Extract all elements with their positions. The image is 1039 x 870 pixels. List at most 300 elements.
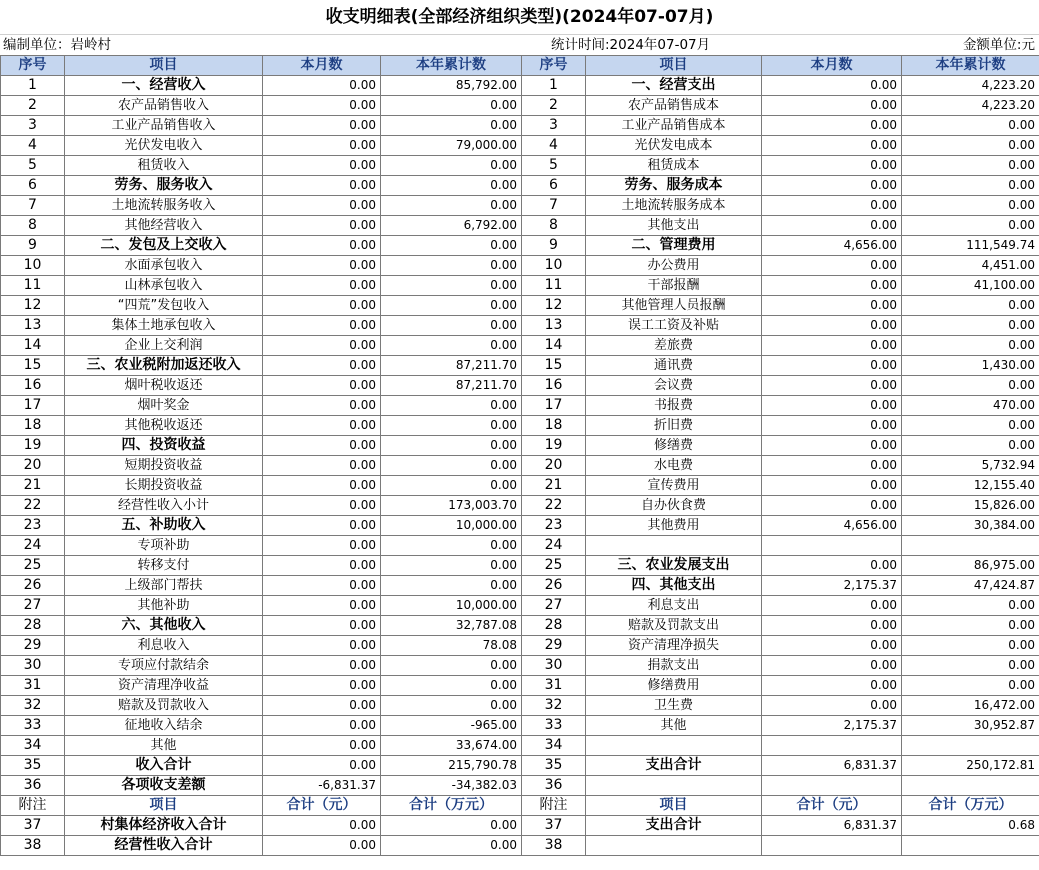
month-cell: 0.00 [762,656,902,676]
table-row [1,216,1039,236]
table-row [1,476,1039,496]
ytd-cell: 0.00 [902,376,1039,396]
ytd-cell: 0.00 [381,556,522,576]
month-cell: 0.00 [762,456,902,476]
month-cell: 0.00 [762,556,902,576]
table-row [1,736,1039,756]
notes-header-cell: 合计（万元） [902,796,1039,816]
month-cell: 0.00 [263,736,381,756]
item-cell [586,836,762,856]
ytd-cell: 12,155.40 [902,476,1039,496]
item-cell: 误工工资及补贴 [586,316,762,336]
table-row [1,656,1039,676]
item-cell: 其他管理人员报酬 [586,296,762,316]
seq-cell: 32 [522,696,586,716]
month-cell [762,736,902,756]
seq-cell: 5 [522,156,586,176]
month-cell: 0.00 [263,96,381,116]
month-cell: 0.00 [263,756,381,776]
table-row [1,576,1039,596]
header-month-left: 本月数 [263,56,381,76]
ytd-cell [902,736,1039,756]
ytd-cell [902,836,1039,856]
header-month-right: 本月数 [762,56,902,76]
month-cell: 0.00 [263,236,381,256]
item-cell: 劳务、服务成本 [586,176,762,196]
table-row [1,236,1039,256]
table-row [1,156,1039,176]
month-cell: 0.00 [762,116,902,136]
seq-cell: 4 [1,136,65,156]
ytd-cell: 0.00 [902,616,1039,636]
table-header-row [1,56,1039,76]
month-cell: 0.00 [762,76,902,96]
month-cell: 0.00 [762,96,902,116]
ytd-cell: 0.00 [381,836,522,856]
seq-cell: 19 [522,436,586,456]
item-cell: 租赁成本 [586,156,762,176]
item-cell: 经营性收入合计 [65,836,263,856]
month-cell: 0.00 [762,196,902,216]
table-row [1,516,1039,536]
item-cell: 利息收入 [65,636,263,656]
ytd-cell: 30,952.87 [902,716,1039,736]
seq-cell: 10 [1,256,65,276]
seq-cell: 22 [522,496,586,516]
header-ytd-right: 本年累计数 [902,56,1039,76]
seq-cell: 30 [1,656,65,676]
header-item-left: 项目 [65,56,263,76]
item-cell: 企业上交利润 [65,336,263,356]
table-row [1,256,1039,276]
seq-cell: 1 [1,76,65,96]
month-cell: 0.00 [263,216,381,236]
item-cell: 光伏发电收入 [65,136,263,156]
item-cell: 自办伙食费 [586,496,762,516]
seq-cell: 23 [1,516,65,536]
summary-body [1,816,1039,856]
table-row [1,756,1039,776]
seq-cell: 12 [1,296,65,316]
seq-cell: 14 [1,336,65,356]
table-row [1,716,1039,736]
ytd-cell: 4,223.20 [902,76,1039,96]
item-cell: 集体土地承包收入 [65,316,263,336]
month-cell: 0.00 [263,196,381,216]
header-item-right: 项目 [586,56,762,76]
ytd-cell: 0.00 [902,656,1039,676]
item-cell: 光伏发电成本 [586,136,762,156]
seq-cell: 25 [522,556,586,576]
item-cell: 收入合计 [65,756,263,776]
seq-cell: 31 [522,676,586,696]
ytd-cell: 215,790.78 [381,756,522,776]
month-cell: 0.00 [263,396,381,416]
item-cell: 赔款及罚款支出 [586,616,762,636]
seq-cell: 37 [522,816,586,836]
seq-cell: 21 [522,476,586,496]
seq-cell: 6 [1,176,65,196]
ytd-cell: 15,826.00 [902,496,1039,516]
currency-unit: 金额单位:元 [962,37,1035,53]
item-cell: 三、农业发展支出 [586,556,762,576]
header-seq-left: 序号 [1,56,65,76]
table-row [1,416,1039,436]
item-cell: “四荒”发包收入 [65,296,263,316]
month-cell: 0.00 [762,676,902,696]
ytd-cell: 1,430.00 [902,356,1039,376]
seq-cell: 9 [1,236,65,256]
ytd-cell: -965.00 [381,716,522,736]
ytd-cell: 10,000.00 [381,596,522,616]
ytd-cell: 0.00 [902,216,1039,236]
seq-cell: 38 [1,836,65,856]
seq-cell: 20 [1,456,65,476]
item-cell: 干部报酬 [586,276,762,296]
ytd-cell: 0.00 [902,336,1039,356]
seq-cell: 17 [522,396,586,416]
seq-cell: 15 [1,356,65,376]
item-cell: 其他 [65,736,263,756]
ytd-cell: 0.00 [381,816,522,836]
seq-cell: 7 [522,196,586,216]
month-cell: 0.00 [762,636,902,656]
item-cell: 水电费 [586,456,762,476]
seq-cell: 13 [1,316,65,336]
month-cell: 0.00 [263,696,381,716]
ytd-cell: 33,674.00 [381,736,522,756]
item-cell: 一、经营支出 [586,76,762,96]
item-cell: 赔款及罚款收入 [65,696,263,716]
month-cell: 0.00 [263,556,381,576]
month-cell: 0.00 [263,376,381,396]
seq-cell: 29 [522,636,586,656]
seq-cell: 7 [1,196,65,216]
ytd-cell: 16,472.00 [902,696,1039,716]
month-cell: 0.00 [762,276,902,296]
seq-cell: 12 [522,296,586,316]
table-row [1,616,1039,636]
ytd-cell: 0.00 [902,676,1039,696]
header-ytd-left: 本年累计数 [381,56,522,76]
seq-cell: 24 [522,536,586,556]
item-cell [586,536,762,556]
item-cell: 六、其他收入 [65,616,263,636]
month-cell: 0.00 [263,276,381,296]
notes-header-cell: 附注 [522,796,586,816]
month-cell: 0.00 [762,696,902,716]
ytd-cell: 0.00 [381,196,522,216]
compiling-unit: 编制单位：岩岭村 [3,37,111,53]
ytd-cell: 85,792.00 [381,76,522,96]
ytd-cell: 0.00 [381,276,522,296]
seq-cell: 14 [522,336,586,356]
ytd-cell: 0.00 [902,436,1039,456]
seq-cell: 24 [1,536,65,556]
ytd-cell: 0.00 [902,596,1039,616]
seq-cell: 20 [522,456,586,476]
month-cell: 0.00 [762,496,902,516]
item-cell: 土地流转服务收入 [65,196,263,216]
item-cell: 通讯费 [586,356,762,376]
ytd-cell: 86,975.00 [902,556,1039,576]
item-cell: 烟叶税收返还 [65,376,263,396]
seq-cell: 31 [1,676,65,696]
ytd-cell: 0.00 [902,156,1039,176]
seq-cell: 21 [1,476,65,496]
item-cell: 征地收入结余 [65,716,263,736]
ytd-cell: 4,451.00 [902,256,1039,276]
table-row [1,336,1039,356]
ytd-cell: 6,792.00 [381,216,522,236]
seq-cell: 35 [1,756,65,776]
seq-cell: 27 [522,596,586,616]
ytd-cell: 5,732.94 [902,456,1039,476]
ytd-cell: 0.00 [381,116,522,136]
item-cell: 其他 [586,716,762,736]
notes-header-row [1,796,1039,816]
item-cell: 修缮费 [586,436,762,456]
ytd-cell: 0.00 [902,416,1039,436]
ytd-cell: 79,000.00 [381,136,522,156]
item-cell: 农产品销售收入 [65,96,263,116]
seq-cell: 38 [522,836,586,856]
table-row [1,596,1039,616]
month-cell: 0.00 [762,356,902,376]
seq-cell: 22 [1,496,65,516]
ytd-cell: 0.00 [381,316,522,336]
item-cell: 劳务、服务收入 [65,176,263,196]
item-cell: 长期投资收益 [65,476,263,496]
ytd-cell: 0.00 [381,476,522,496]
ytd-cell: 0.00 [902,196,1039,216]
item-cell: 农产品销售成本 [586,96,762,116]
month-cell: 0.00 [263,656,381,676]
ytd-cell: 0.00 [381,156,522,176]
ytd-cell: 10,000.00 [381,516,522,536]
seq-cell: 27 [1,596,65,616]
seq-cell: 17 [1,396,65,416]
month-cell: 2,175.37 [762,716,902,736]
month-cell: 0.00 [263,676,381,696]
ytd-cell: 30,384.00 [902,516,1039,536]
ytd-cell: 0.00 [381,176,522,196]
month-cell: 0.00 [762,616,902,636]
item-cell: 其他费用 [586,516,762,536]
ytd-cell: 0.00 [381,696,522,716]
month-cell: 0.00 [263,76,381,96]
month-cell: 2,175.37 [762,576,902,596]
month-cell: 0.00 [762,176,902,196]
notes-header-cell: 合计（万元） [381,796,522,816]
seq-cell: 2 [1,96,65,116]
table-row [1,176,1039,196]
seq-cell: 11 [522,276,586,296]
item-cell [586,776,762,796]
ytd-cell: 0.00 [381,396,522,416]
table-row [1,76,1039,96]
ytd-cell: 0.00 [381,296,522,316]
item-cell: 支出合计 [586,816,762,836]
seq-cell: 34 [1,736,65,756]
seq-cell: 19 [1,436,65,456]
ytd-cell: 0.00 [381,336,522,356]
seq-cell: 32 [1,696,65,716]
table-row [1,436,1039,456]
seq-cell: 33 [1,716,65,736]
item-cell: 专项应付款结余 [65,656,263,676]
month-cell: 0.00 [263,536,381,556]
item-cell: 差旅费 [586,336,762,356]
ytd-cell: -34,382.03 [381,776,522,796]
ytd-cell: 0.00 [381,256,522,276]
item-cell: 其他补助 [65,596,263,616]
ytd-cell: 0.00 [902,296,1039,316]
month-cell: 0.00 [762,136,902,156]
ytd-cell: 0.00 [381,416,522,436]
item-cell: 修缮费用 [586,676,762,696]
seq-cell: 29 [1,636,65,656]
item-cell: 三、农业税附加返还收入 [65,356,263,376]
notes-header-cell: 项目 [586,796,762,816]
seq-cell: 36 [1,776,65,796]
ytd-cell: 41,100.00 [902,276,1039,296]
month-cell [762,776,902,796]
seq-cell: 16 [1,376,65,396]
seq-cell: 30 [522,656,586,676]
item-cell: 支出合计 [586,756,762,776]
month-cell: 0.00 [263,616,381,636]
month-cell: 0.00 [263,496,381,516]
ytd-cell: 32,787.08 [381,616,522,636]
ytd-cell: 111,549.74 [902,236,1039,256]
table-row [1,636,1039,656]
table-row [1,196,1039,216]
item-cell: 专项补助 [65,536,263,556]
seq-cell: 5 [1,156,65,176]
item-cell: 一、经营收入 [65,76,263,96]
table-row [1,676,1039,696]
notes-header-cell: 合计（元） [762,796,902,816]
seq-cell: 3 [522,116,586,136]
month-cell: 4,656.00 [762,236,902,256]
month-cell [762,836,902,856]
month-cell: 0.00 [263,336,381,356]
item-cell: 五、补助收入 [65,516,263,536]
ytd-cell: 470.00 [902,396,1039,416]
ytd-cell: 0.68 [902,816,1039,836]
seq-cell: 28 [1,616,65,636]
seq-cell: 26 [1,576,65,596]
month-cell: 0.00 [263,716,381,736]
month-cell: 0.00 [263,176,381,196]
seq-cell: 33 [522,716,586,736]
month-cell: 0.00 [263,596,381,616]
table-row [1,776,1039,796]
item-cell: 其他支出 [586,216,762,236]
table-row [1,456,1039,476]
item-cell: 村集体经济收入合计 [65,816,263,836]
seq-cell: 37 [1,816,65,836]
ytd-cell: 0.00 [381,676,522,696]
month-cell: 0.00 [263,356,381,376]
item-cell: 二、管理费用 [586,236,762,256]
ytd-cell: 4,223.20 [902,96,1039,116]
table-row [1,136,1039,156]
month-cell: 4,656.00 [762,516,902,536]
seq-cell: 15 [522,356,586,376]
header-seq-right: 序号 [522,56,586,76]
seq-cell: 23 [522,516,586,536]
month-cell: 0.00 [762,396,902,416]
item-cell: 烟叶奖金 [65,396,263,416]
table-row [1,376,1039,396]
item-cell: 折旧费 [586,416,762,436]
seq-cell: 9 [522,236,586,256]
ytd-cell: 0.00 [381,576,522,596]
ytd-cell: 0.00 [902,636,1039,656]
item-cell: 山林承包收入 [65,276,263,296]
month-cell: 0.00 [263,296,381,316]
month-cell: 0.00 [762,596,902,616]
seq-cell: 18 [1,416,65,436]
table-body [1,76,1039,796]
ytd-cell: 0.00 [902,116,1039,136]
table-row [1,536,1039,556]
seq-cell: 6 [522,176,586,196]
month-cell: 0.00 [263,836,381,856]
item-cell: 经营性收入小计 [65,496,263,516]
ytd-cell: 250,172.81 [902,756,1039,776]
item-cell: 资产清理净收益 [65,676,263,696]
item-cell: 会议费 [586,376,762,396]
item-cell: 上级部门帮扶 [65,576,263,596]
statistics-period: 统计时间:2024年07-07月 [551,37,711,53]
seq-cell: 13 [522,316,586,336]
item-cell: 捐款支出 [586,656,762,676]
notes-header-cell: 附注 [1,796,65,816]
seq-cell: 11 [1,276,65,296]
ytd-cell [902,536,1039,556]
item-cell [586,736,762,756]
month-cell: 0.00 [762,436,902,456]
summary-row [1,816,1039,836]
month-cell: 0.00 [762,376,902,396]
month-cell: 0.00 [263,436,381,456]
month-cell: 0.00 [762,216,902,236]
ytd-cell: 0.00 [902,136,1039,156]
month-cell: -6,831.37 [263,776,381,796]
item-cell: 其他经营收入 [65,216,263,236]
month-cell: 0.00 [263,156,381,176]
seq-cell: 34 [522,736,586,756]
ytd-cell: 0.00 [381,96,522,116]
item-cell: 工业产品销售成本 [586,116,762,136]
seq-cell: 16 [522,376,586,396]
summary-row [1,836,1039,856]
item-cell: 工业产品销售收入 [65,116,263,136]
item-cell: 短期投资收益 [65,456,263,476]
ytd-cell: 0.00 [381,436,522,456]
month-cell: 0.00 [762,156,902,176]
seq-cell: 8 [522,216,586,236]
seq-cell: 10 [522,256,586,276]
month-cell: 0.00 [263,636,381,656]
item-cell: 四、其他支出 [586,576,762,596]
item-cell: 利息支出 [586,596,762,616]
notes-header-cell: 项目 [65,796,263,816]
item-cell: 二、发包及上交收入 [65,236,263,256]
